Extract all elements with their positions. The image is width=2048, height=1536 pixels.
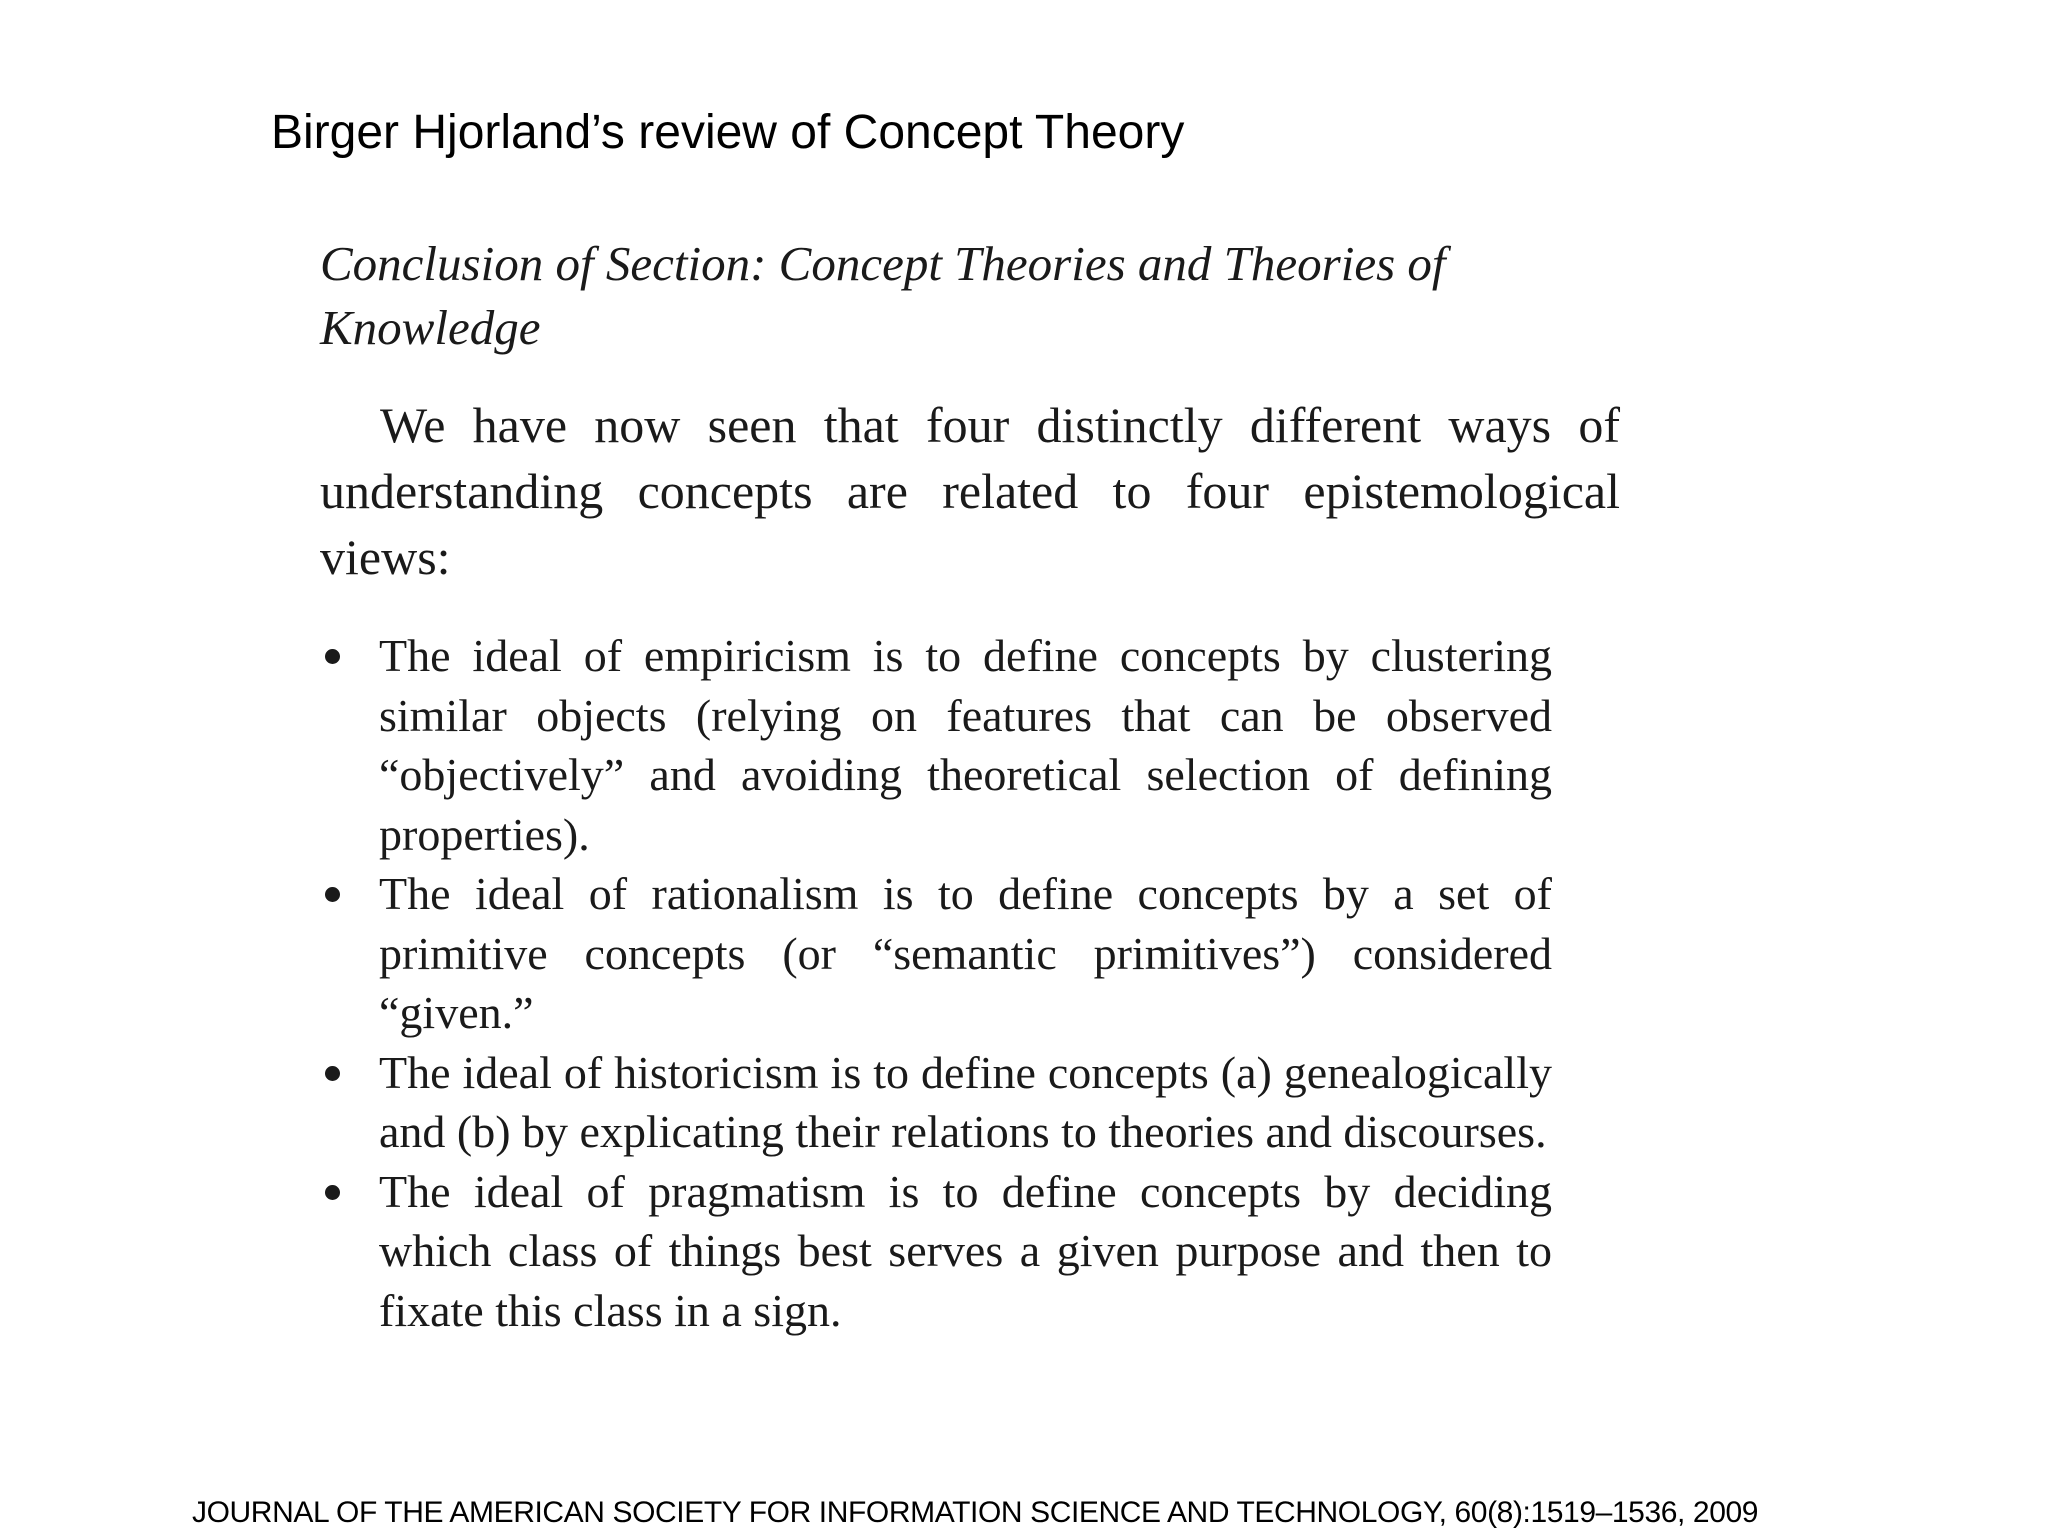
bullet-icon [325,887,340,902]
list-item-text: The ideal of pragmatism is to define concepts by deciding which class of things best serves a given purpose and then to fixate this class in a sign. [379,1165,1552,1336]
slide-title: Birger Hjorland’s review of Concept Theory [271,106,1185,159]
section-heading: Conclusion of Section: Concept Theories and Theories of Knowledge [320,236,1446,355]
bullet-icon [325,1066,340,1081]
bullet-icon [325,1185,340,1200]
list-item-pragmatism [320,1162,1552,1341]
list-item-text: The ideal of historicism is to define concepts (a) genealogically and (b) by explicating their relations to theories and discourses. [379,1046,1552,1157]
bullet-icon [325,649,340,664]
list-item-empiricism [320,626,1552,864]
journal-citation: JOURNAL OF THE AMERICAN SOCIETY FOR INFORMATION SCIENCE AND TECHNOLOGY, 60(8):1519–1536, 2009 [192,1496,1759,1529]
intro-paragraph: We have now seen that four distinctly different ways of understanding concepts are related to four epistemological views: [320,397,1620,585]
list-item-rationalism [320,864,1552,1043]
list-item-text: The ideal of rationalism is to define concepts by a set of primitive concepts (or “semantic primitives”) considered “given.” [379,868,1552,1038]
list-item-text: The ideal of empiricism is to define concepts by clustering similar objects (relying on features that can be observed “objectively” and avoiding theoretical selection of defining properties). [379,630,1552,860]
list-item-historicism [320,1043,1552,1162]
journal-excerpt [320,232,1620,1340]
epistemology-ideals-list [320,626,1552,1340]
